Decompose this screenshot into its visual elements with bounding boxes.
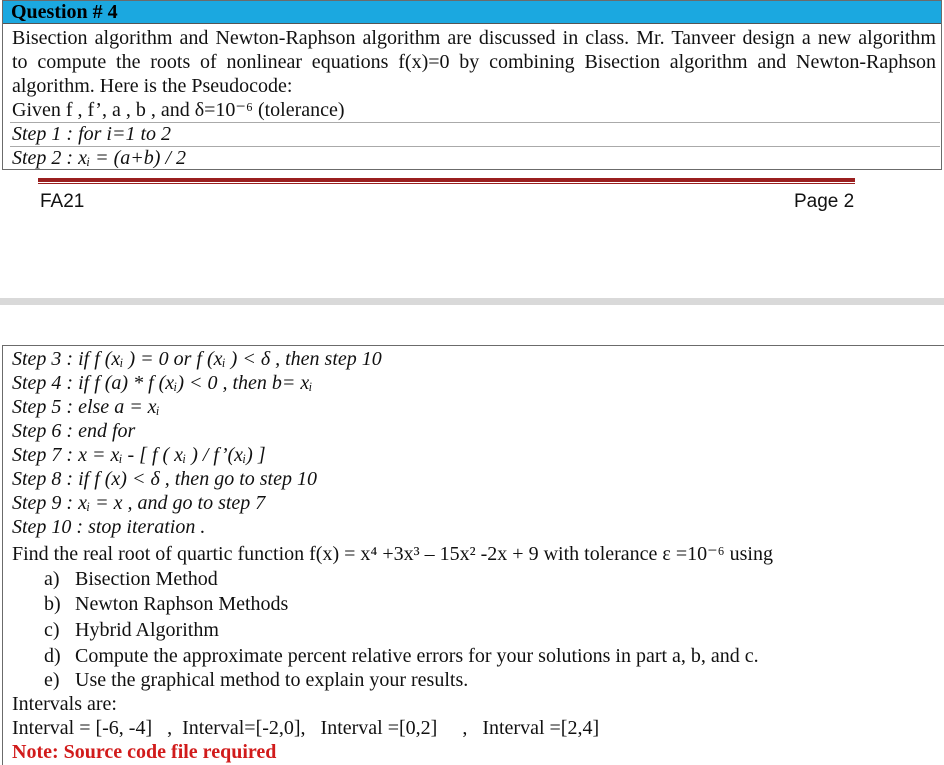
page-break	[0, 298, 944, 305]
intro-line-1: Bisection algorithm and Newton-Raphson algorithm are discussed in class. Mr. Tanveer design a new algorithm	[12, 27, 936, 49]
step-6: Step 6 : end for	[12, 420, 136, 442]
intervals-label: Intervals are:	[12, 693, 117, 715]
part-marker: a)	[44, 568, 60, 590]
part-text: Compute the approximate percent relative errors for your solutions in part a, b, and c.	[75, 645, 759, 667]
part-text: Newton Raphson Methods	[75, 593, 289, 615]
footer-rule-thin	[38, 183, 855, 184]
part-d	[44, 644, 759, 668]
intervals-list: Interval = [-6, -4] , Interval=[-2,0], Interval =[0,2] , Interval =[2,4]	[12, 717, 600, 739]
step-3: Step 3 : if f (xᵢ ) = 0 or f (xᵢ ) < δ , then step 10	[12, 348, 382, 370]
footer-term: FA21	[40, 191, 85, 212]
intro-line-2: to compute the roots of nonlinear equations f(x)=0 by combining Bisection algorithm and Newton-Raphson	[12, 51, 936, 73]
question-header: Question # 4	[11, 1, 118, 23]
part-b	[44, 592, 288, 616]
step-9: Step 9 : xᵢ = x , and go to step 7	[12, 492, 266, 514]
part-text: Bisection Method	[75, 568, 218, 590]
step-4: Step 4 : if f (a) * f (xᵢ) < 0 , then b= xᵢ	[12, 372, 313, 394]
part-c	[44, 618, 219, 642]
part-text: Hybrid Algorithm	[75, 619, 219, 641]
intro-line-3: algorithm. Here is the Pseudocode:	[12, 75, 293, 97]
step-1: Step 1 : for i=1 to 2	[12, 123, 172, 145]
part-marker: b)	[44, 593, 61, 615]
step-8: Step 8 : if f (x) < δ , then go to step 10	[12, 468, 317, 490]
part-text: Use the graphical method to explain your results.	[75, 669, 469, 691]
part-a	[44, 567, 218, 591]
step-2: Step 2 : xᵢ = (a+b) / 2	[12, 147, 187, 169]
given-line: Given f , f’, a , b , and δ=10⁻⁶ (tolerance)	[12, 99, 345, 121]
footer-rule	[38, 178, 855, 182]
step-5: Step 5 : else a = xᵢ	[12, 396, 160, 418]
step-7: Step 7 : x = xᵢ - [ f ( xᵢ ) / f’(xᵢ) ]	[12, 444, 266, 466]
note-source-code: Note: Source code file required	[12, 741, 277, 763]
question-header-bar	[3, 1, 941, 24]
footer-page-number: Page 2	[794, 191, 855, 212]
step-10: Step 10 : stop iteration .	[12, 516, 206, 538]
task-statement: Find the real root of quartic function f(x) = x⁴ +3x³ – 15x² -2x + 9 with tolerance ε =10⁻⁶ using	[12, 543, 773, 565]
part-marker: c)	[44, 619, 60, 641]
part-marker: d)	[44, 645, 61, 667]
part-marker: e)	[44, 669, 60, 691]
part-e	[44, 668, 468, 692]
